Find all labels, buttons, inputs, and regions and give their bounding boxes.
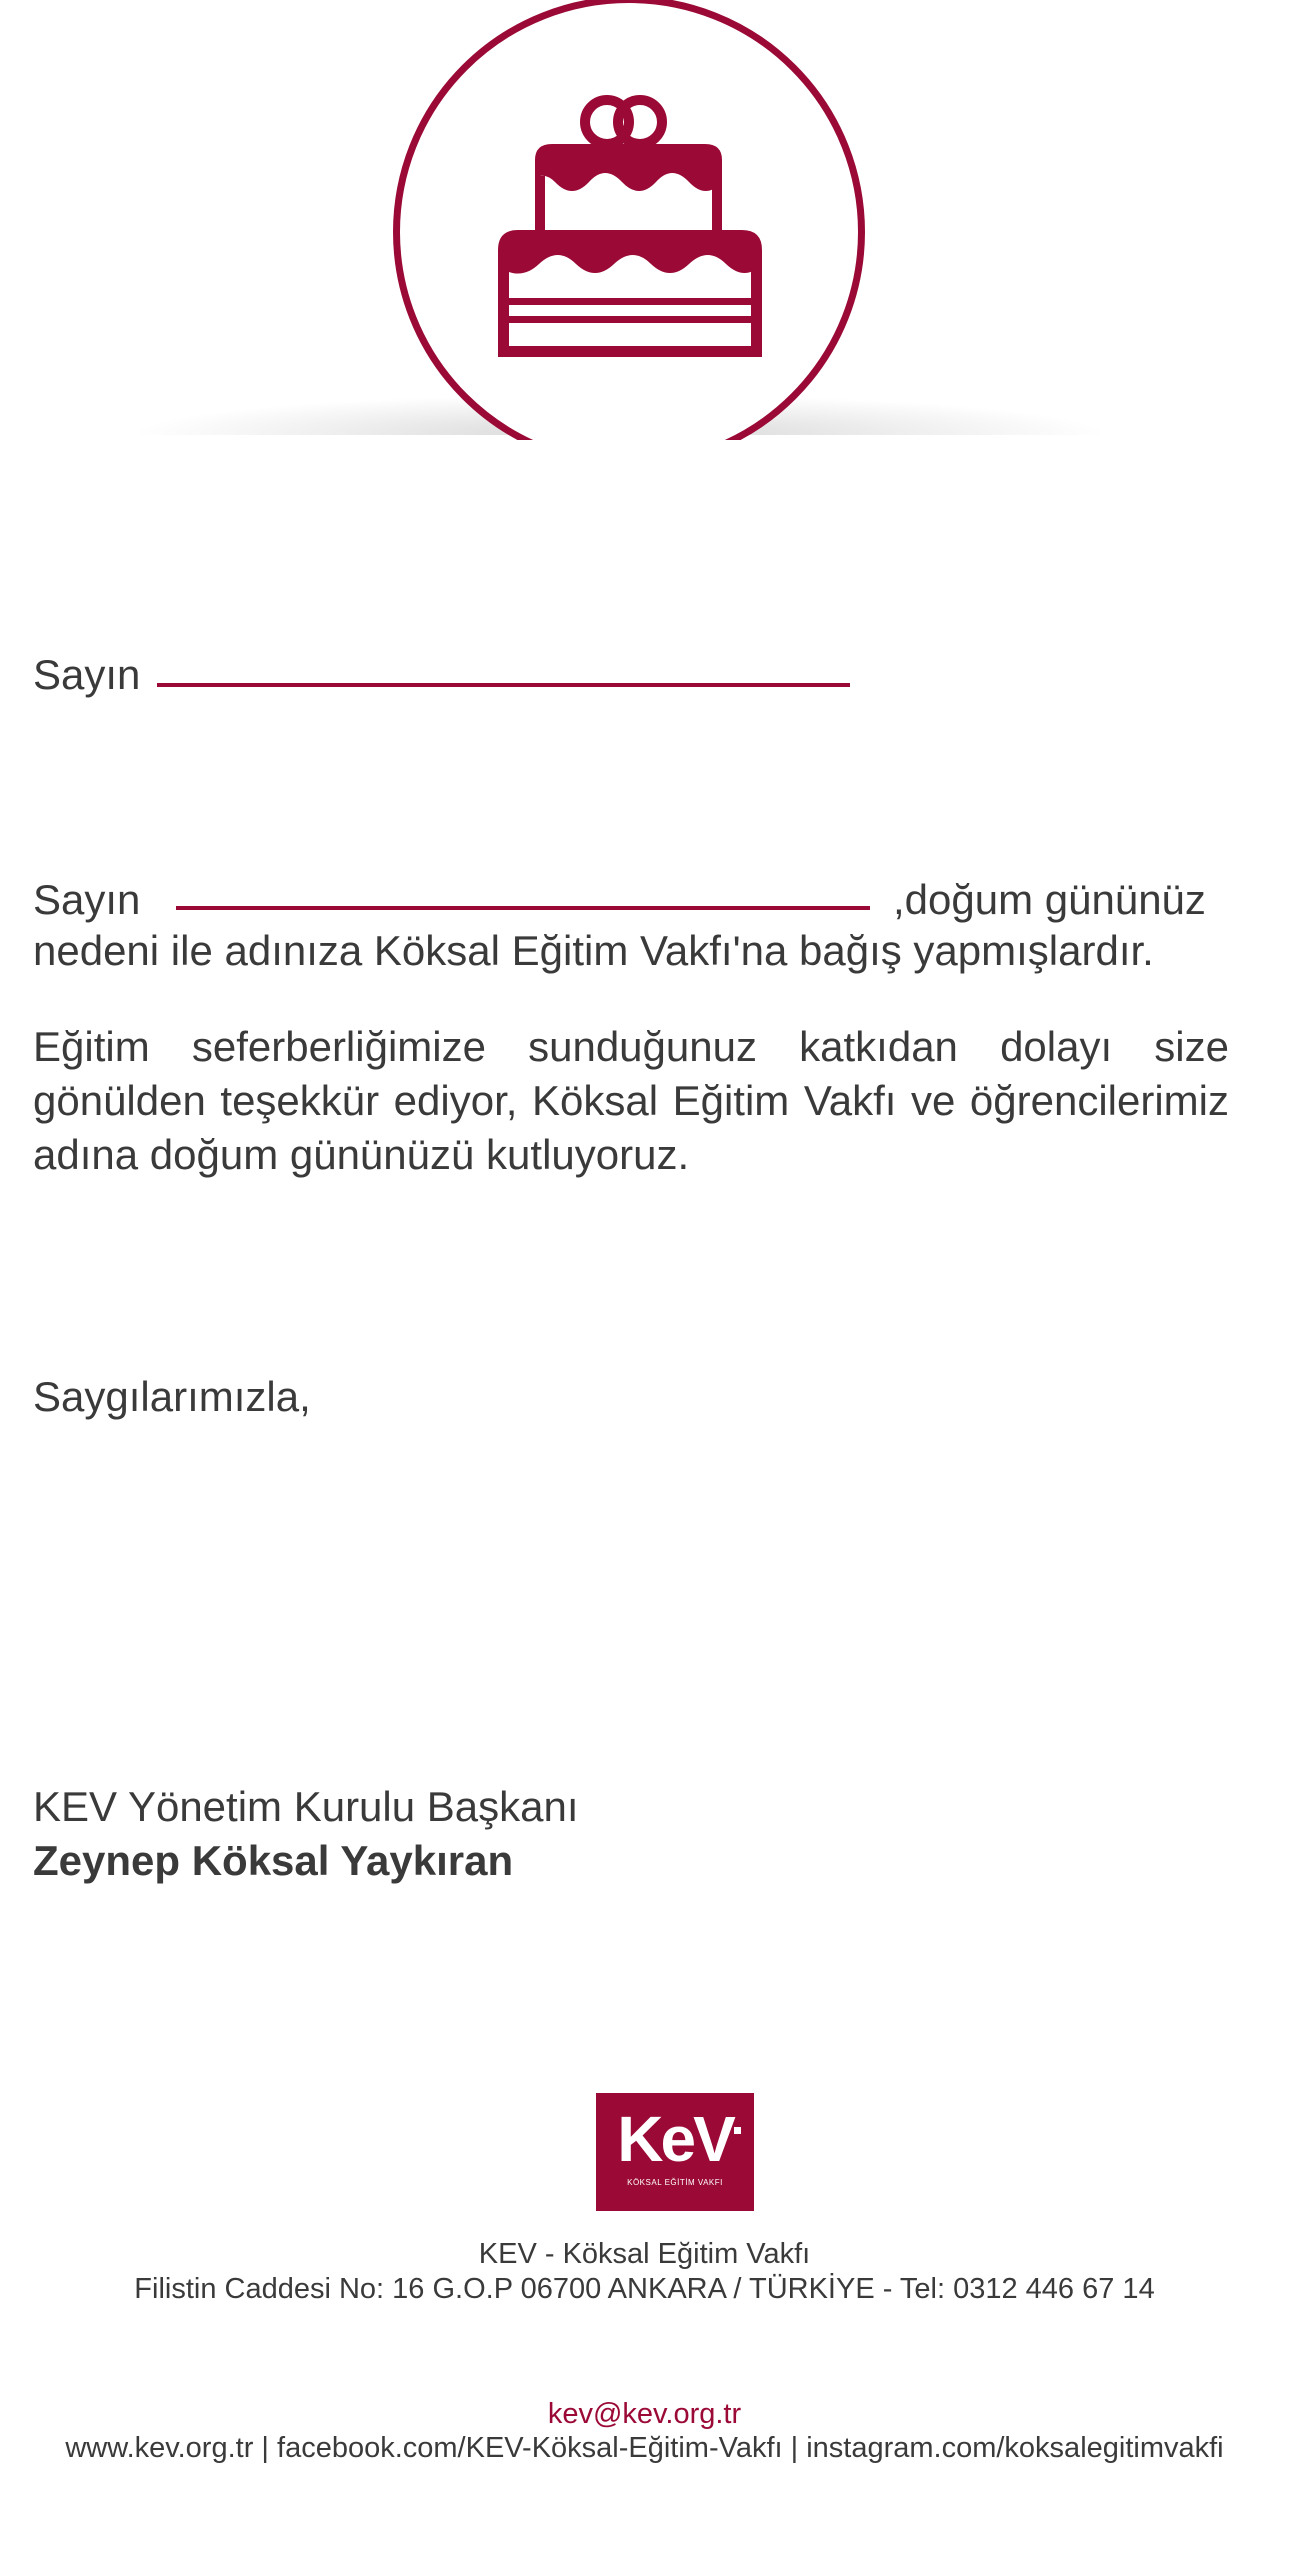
birthday-phrase: ,doğum gününüz xyxy=(893,876,1206,923)
kev-logo xyxy=(596,2093,754,2211)
recipient-name-line xyxy=(157,683,850,687)
thanks-paragraph: Eğitim seferberliğimize sunduğunuz katkıdan dolayı size gönülden teşekkür ediyor, Köksal Eğitim Vakfı ve öğrencilerimiz adına doğum gününüzü kutluyoruz. xyxy=(33,1023,1229,1178)
footer-email-link[interactable]: kev@kev.org.tr xyxy=(547,2398,742,2430)
logo-subtitle: KÖKSAL EĞİTİM VAKFI xyxy=(627,2178,723,2187)
footer-web-links[interactable]: www.kev.org.tr | facebook.com/KEV-Köksal-Eğitim-Vakfı | instagram.com/koksalegitimvakfi xyxy=(65,2432,1224,2464)
footer-org-name: KEV - Köksal Eğitim Vakfı xyxy=(478,2238,811,2270)
birthday-cake-icon xyxy=(490,82,770,362)
header-banner xyxy=(0,0,1289,440)
salutation-second: Sayın xyxy=(33,876,141,923)
logo-dot xyxy=(734,2127,741,2134)
logo-wordmark: KeV xyxy=(617,2103,733,2175)
signature-title: KEV Yönetim Kurulu Başkanı xyxy=(33,1783,579,1830)
footer-address: Filistin Caddesi No: 16 G.O.P 06700 ANKARA / TÜRKİYE - Tel: 0312 446 67 14 xyxy=(134,2273,1155,2305)
salutation-first: Sayın xyxy=(33,651,141,698)
closing-line: Saygılarımızla, xyxy=(33,1373,311,1420)
donor-name-line xyxy=(176,906,870,910)
signature-name: Zeynep Köksal Yaykıran xyxy=(33,1837,514,1884)
donation-sentence: nedeni ile adınıza Köksal Eğitim Vakfı'na bağış yapmışlardır. xyxy=(33,927,1154,974)
